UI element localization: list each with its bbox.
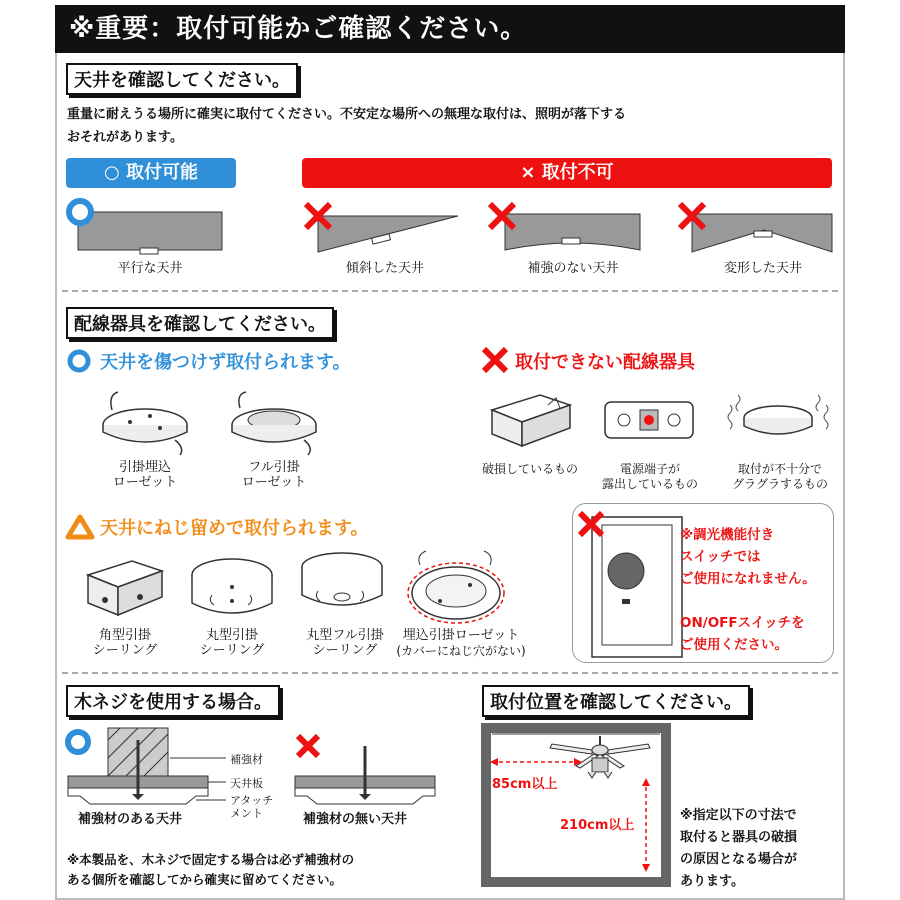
position-section-title: 取付位置を確認してください。 <box>482 685 750 717</box>
round-full-ceiling-illustration <box>302 553 382 605</box>
sagging-ceiling-illustration <box>490 204 640 250</box>
part-label-attachment-1: アタッチ <box>230 794 274 807</box>
position-note-line1: ※指定以下の寸法で <box>680 808 797 823</box>
broken-box-illustration <box>492 395 570 446</box>
ok-device-label-2a: フル引掛 <box>248 460 300 475</box>
screw-device-label-2a: 丸型引掛 <box>205 628 258 643</box>
screw-device-label-4a: 埋込引掛ローゼット <box>402 628 520 643</box>
loose-fitting-illustration <box>728 395 828 434</box>
ng-badge: × 取付不可 <box>302 158 832 188</box>
screw-device-label-3a: 丸型フル引掛 <box>306 628 384 643</box>
position-note-line2: 取付ると器具の破損 <box>680 830 798 845</box>
ng-device-label-3a: 取付が不十分で <box>737 462 822 476</box>
page-header: ※重要：取付可能かご確認ください。 <box>55 5 845 53</box>
ok-wiring-heading: 天井を傷つけず取付られます。 <box>100 352 351 373</box>
switch-note-line4: ON/OFFスイッチを <box>680 615 805 631</box>
screw-mount-heading: 天井にねじ留めで取付られます。 <box>100 518 369 539</box>
position-note-line4: あります。 <box>680 874 744 889</box>
slanted-ceiling-illustration <box>306 204 458 252</box>
screw-device-label-1a: 角型引掛 <box>98 628 151 643</box>
ceiling-label-flat: 平行な天井 <box>117 261 183 276</box>
dimension-vertical: 210cm以上 <box>560 814 634 833</box>
position-note-line3: の原因となる場合が <box>680 852 798 867</box>
wood-note-line2: ある個所を確認してから確実に留めてください。 <box>67 872 343 887</box>
switch-note-line2: スイッチでは <box>680 549 761 565</box>
exposed-terminal-illustration <box>605 402 693 438</box>
ceiling-section-title: 天井を確認してください。 <box>66 63 298 95</box>
ceiling-diagrams <box>0 0 900 300</box>
ng-cross-icon <box>482 347 508 373</box>
square-ceiling-illustration <box>88 561 162 615</box>
switch-note-line3: ご使用になれません。 <box>680 571 816 587</box>
ok-wood-label: 補強材のある天井 <box>78 812 183 827</box>
ok-device-label-1b: ローゼット <box>112 475 178 490</box>
ok-device-label-1a: 引掛埋込 <box>118 460 171 475</box>
full-rosette-illustration <box>232 392 316 455</box>
divider <box>62 290 838 292</box>
screw-device-label-3b: シーリング <box>312 643 378 658</box>
ok-circle-icon <box>66 348 92 374</box>
part-label-attachment-2: メント <box>230 807 263 820</box>
ceiling-fan-illustration <box>550 736 650 778</box>
ok-device-label-2b: ローゼット <box>241 475 307 490</box>
part-label-reinforcement: 補強材 <box>230 753 263 766</box>
deformed-ceiling-illustration <box>680 204 832 252</box>
ng-wiring-heading: 取付できない配線器具 <box>515 352 695 373</box>
screw-device-label-2b: シーリング <box>199 643 265 658</box>
embedded-rosette-illustration <box>103 392 187 455</box>
ceiling-desc-line2: おそれがあります。 <box>67 130 183 145</box>
screw-device-label-1b: シーリング <box>92 643 158 658</box>
ceiling-desc-line1: 重量に耐えうる場所に確実に取付てください。不安定な場所への無理な取付は、照明が落下する <box>67 107 627 122</box>
ng-device-label-1: 破損しているもの <box>481 462 578 476</box>
ng-device-label-2a: 電源端子が <box>619 462 680 476</box>
part-label-ceiling-board: 天井板 <box>230 777 263 790</box>
caution-triangle-icon <box>66 514 94 540</box>
switch-note-line1: ※調光機能付き <box>680 527 775 543</box>
wood-note-line1: ※本製品を、木ネジで固定する場合は必ず補強材の <box>67 852 355 867</box>
screw-mount-devices <box>0 545 580 635</box>
ok-badge: ○ 取付可能 <box>66 158 236 188</box>
switch-note-line5: ご使用ください。 <box>680 637 788 653</box>
wiring-section-title: 配線器具を確認してください。 <box>66 307 334 339</box>
position-diagram <box>480 722 680 892</box>
flat-ceiling-illustration <box>69 201 222 254</box>
ng-device-label-3b: グラグラするもの <box>731 477 828 491</box>
screw-device-label-4b: (カバーにねじ穴がない) <box>396 644 526 658</box>
wood-screw-section-title: 木ネジを使用する場合。 <box>66 685 280 717</box>
ng-wood-label: 補強材の無い天井 <box>303 812 408 827</box>
ceiling-label-slanted: 傾斜した天井 <box>345 261 424 276</box>
ceiling-label-unreinforced: 補強のない天井 <box>527 261 619 276</box>
round-ceiling-illustration <box>192 559 272 613</box>
ceiling-label-deformed: 変形した天井 <box>723 261 802 276</box>
ng-device-label-2b: 露出しているもの <box>601 477 698 491</box>
embedded-rosette-no-hole-illustration <box>408 551 504 623</box>
divider <box>62 672 838 674</box>
dimension-horizontal: 85cm以上 <box>492 773 557 792</box>
